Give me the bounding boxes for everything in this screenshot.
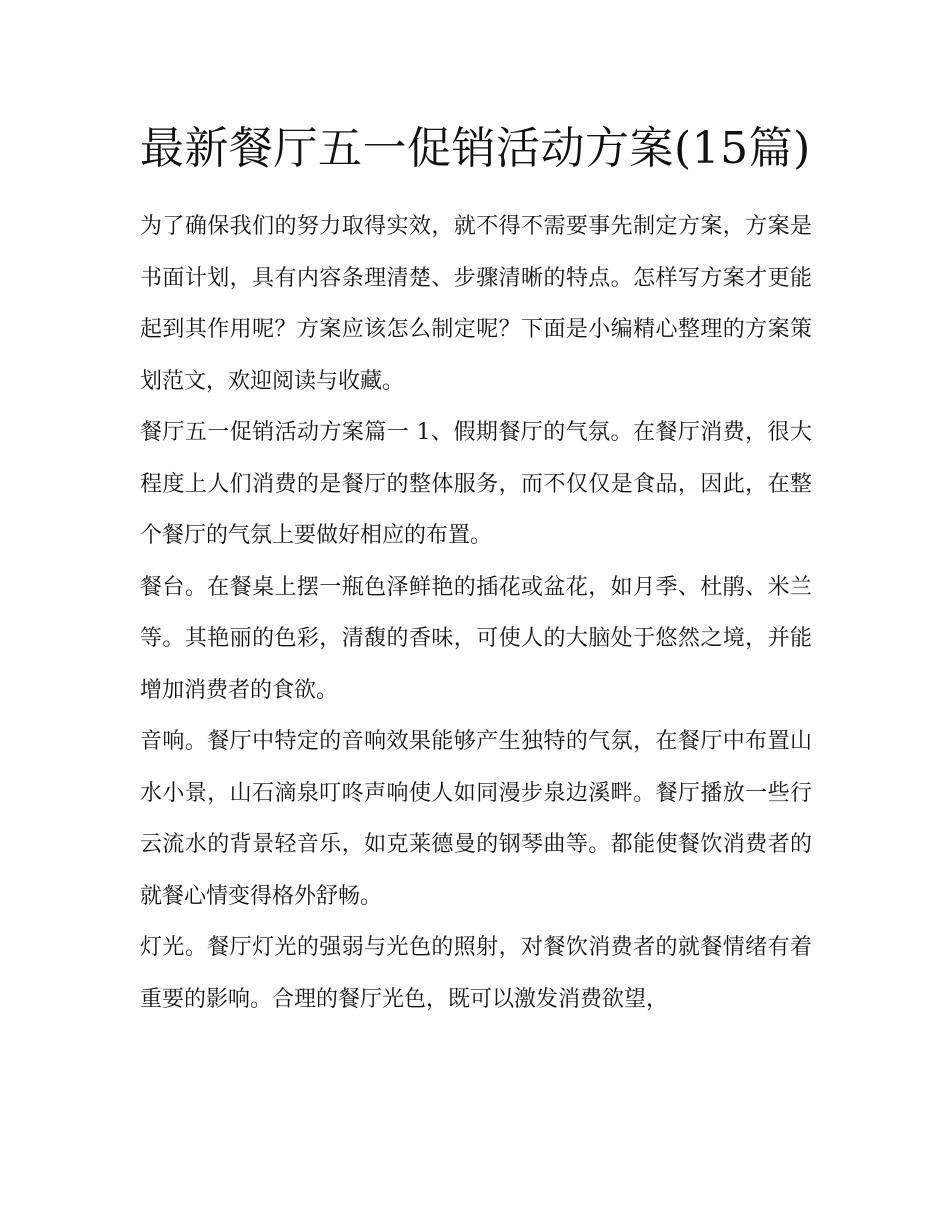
paragraph-intro: 为了确保我们的努力取得实效，就不得不需要事先制定方案，方案是书面计划，具有内容条理清楚、步骤清晰的特点。怎样写方案才更能起到其作用呢？方案应该怎么制定呢？下面是小编精心整理的方案策划范文，欢迎阅读与收藏。: [140, 214, 812, 394]
paragraph-sound: 音响。餐厅中特定的音响效果能够产生独特的气氛，在餐厅中布置山水小景，山石滴泉叮咚声响使人如同漫步泉边溪畔。餐厅播放一些行云流水的背景轻音乐，如克莱德曼的钢琴曲等。都能使餐饮消费者的就餐心情变得格外舒畅。: [140, 729, 812, 909]
document-title: 最新餐厅五一促销活动方案(15篇): [140, 123, 811, 174]
paragraph-table-decor: 餐台。在餐桌上摆一瓶色泽鲜艳的插花或盆花，如月季、杜鹃、米兰等。其艳丽的色彩，清馥的香味，可使人的大脑处于悠然之境，并能增加消费者的食欲。: [140, 574, 812, 703]
paragraph-lighting: 灯光。餐厅灯光的强弱与光色的照射，对餐饮消费者的就餐情绪有着重要的影响。合理的餐厅光色，既可以激发消费欲望，: [140, 935, 812, 1012]
paragraph-atmosphere: 餐厅五一促销活动方案篇一 1、假期餐厅的气氛。在餐厅消费，很大程度上人们消费的是餐厅的整体服务，而不仅仅是食品，因此，在整个餐厅的气氛上要做好相应的布置。: [140, 420, 812, 548]
document-body: [140, 112, 812, 1025]
